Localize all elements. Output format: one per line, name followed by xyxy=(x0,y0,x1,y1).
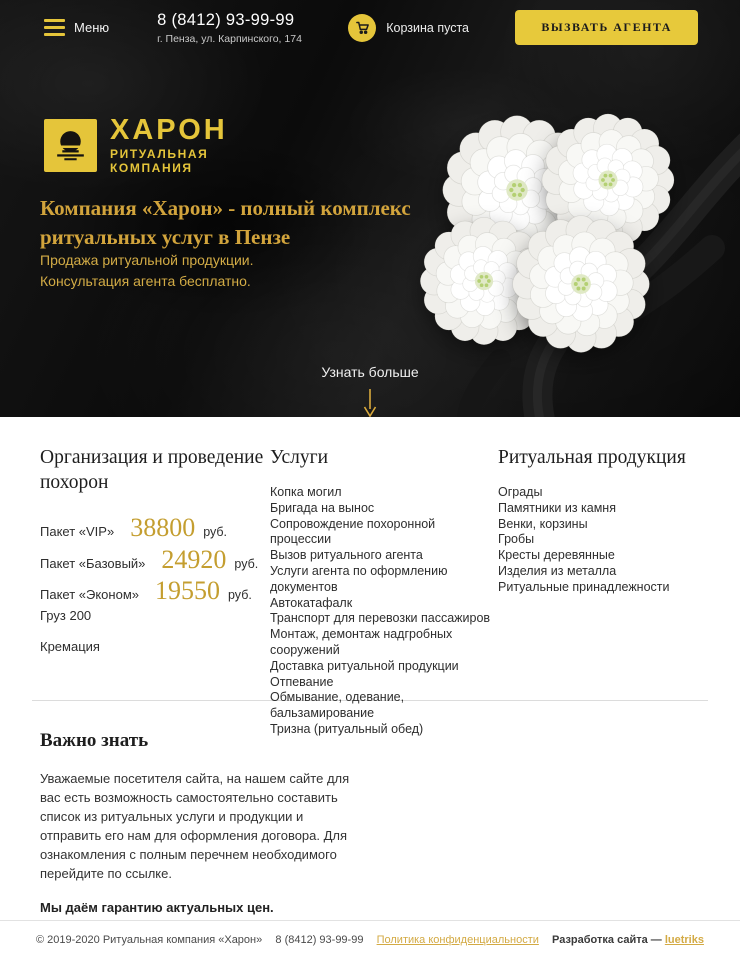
packages-title: Организация и проведение похорон xyxy=(40,447,264,493)
footer-phone: 8 (8412) 93-99-99 xyxy=(275,933,364,946)
package-price: 24920 xyxy=(161,544,227,574)
products-list xyxy=(498,485,710,596)
service-item: Транспорт для перевозки пассажиров xyxy=(270,611,491,626)
service-item: Монтаж, демонтаж надгробных сооружений xyxy=(270,627,453,657)
package-price: 38800 xyxy=(130,513,196,542)
scroll-down-control xyxy=(0,364,740,417)
services-column xyxy=(270,445,498,736)
footer-credits: Разработка сайта — luetriks xyxy=(552,933,704,946)
learn-more-link[interactable]: Узнать больше xyxy=(321,364,419,380)
package-row xyxy=(40,639,270,671)
notice-highlight: Мы даём гарантию актуальных цен. xyxy=(40,900,274,915)
package-row xyxy=(40,545,270,577)
header-phone: 8 (8412) 93-99-99 xyxy=(157,10,295,29)
hero-section xyxy=(0,0,740,417)
product-item: Ритуальные принадлежности xyxy=(498,579,670,594)
services-list xyxy=(270,485,498,738)
arrow-down-icon[interactable] xyxy=(362,388,378,417)
product-item: Венки, корзины xyxy=(498,516,588,531)
header xyxy=(0,10,740,45)
product-item: Кресты деревянные xyxy=(498,548,615,563)
service-item: Услуги агента по оформлению документов xyxy=(270,563,448,594)
package-label: Пакет «VIP» xyxy=(40,524,115,539)
package-currency: руб. xyxy=(228,588,252,602)
cart-icon xyxy=(348,14,376,42)
package-row xyxy=(40,576,270,608)
menu-label: Меню xyxy=(74,20,110,35)
main-columns xyxy=(0,417,740,736)
service-item: Отпевание xyxy=(270,674,334,689)
logo[interactable] xyxy=(44,116,228,175)
service-item: Обмывание, одевание, бальзамирование xyxy=(270,690,405,721)
logo-subtitle: РИТУАЛЬНАЯ КОМПАНИЯ xyxy=(110,147,209,175)
package-label: Кремация xyxy=(40,639,100,654)
call-agent-button[interactable]: ВЫЗВАТЬ АГЕНТА xyxy=(515,10,698,45)
header-address: г. Пенза, ул. Карпинского, 174 xyxy=(157,32,302,45)
hero-subtext: Продажа ритуальной продукции. Консультация агента бесплатно. xyxy=(40,252,254,289)
package-row xyxy=(40,608,270,640)
footer-copyright: © 2019-2020 Ритуальная компания «Харон» xyxy=(36,933,263,946)
services-title: Услуги xyxy=(270,447,329,468)
packages-list xyxy=(40,513,270,671)
service-item: Доставка ритуальной продукции xyxy=(270,658,459,673)
package-currency: руб. xyxy=(234,556,259,571)
products-column xyxy=(498,445,710,700)
footer xyxy=(0,920,740,958)
menu-button[interactable] xyxy=(44,19,109,36)
package-label: Пакет «Эконом» xyxy=(40,587,139,602)
service-item: Бригада на вынос xyxy=(270,500,375,515)
cart-button[interactable] xyxy=(348,14,469,42)
hamburger-icon xyxy=(44,19,65,36)
service-item: Копка могил xyxy=(270,485,342,499)
product-item: Гробы xyxy=(498,532,535,547)
package-label: Пакет «Базовый» xyxy=(40,555,146,571)
service-item: Сопровождение похоронной процессии xyxy=(270,516,436,547)
logo-text xyxy=(110,116,228,175)
service-item: Автокатафалк xyxy=(270,595,353,610)
cart-status: Корзина пуста xyxy=(386,20,470,35)
products-title: Ритуальная продукция xyxy=(498,447,686,468)
notice-paragraph: Уважаемые посетителя сайта, на нашем сайте для вас есть возможность самостоятельно составить список из ритуальных услуги и продукции и отправить его нам для оформления договора. Для ознакомления с полным перечнем необходимого перейдите по ссылке. xyxy=(40,771,350,881)
sunset-over-water-icon xyxy=(44,119,97,172)
product-item: Изделия из металла xyxy=(498,563,617,578)
package-label: Груз 200 xyxy=(40,607,92,623)
service-item: Вызов ритуального агента xyxy=(270,548,423,563)
service-item: Тризна (ритуальный обед) xyxy=(270,721,424,736)
package-row xyxy=(40,513,270,545)
logo-title: ХАРОН xyxy=(110,114,228,146)
developer-link[interactable]: luetriks xyxy=(664,933,704,946)
package-currency: руб. xyxy=(203,525,228,539)
package-price: 19550 xyxy=(155,576,220,605)
header-contacts xyxy=(157,11,302,45)
privacy-policy-link[interactable]: Политика конфиденциальности xyxy=(376,933,539,946)
product-item: Ограды xyxy=(498,485,543,499)
packages-column xyxy=(40,445,270,700)
notice-title: Важно знать xyxy=(40,730,149,751)
product-item: Памятники из камня xyxy=(498,500,616,515)
hero-heading: Компания «Харон» - полный комплекс ритуальных услуг в Пензе xyxy=(40,196,411,249)
